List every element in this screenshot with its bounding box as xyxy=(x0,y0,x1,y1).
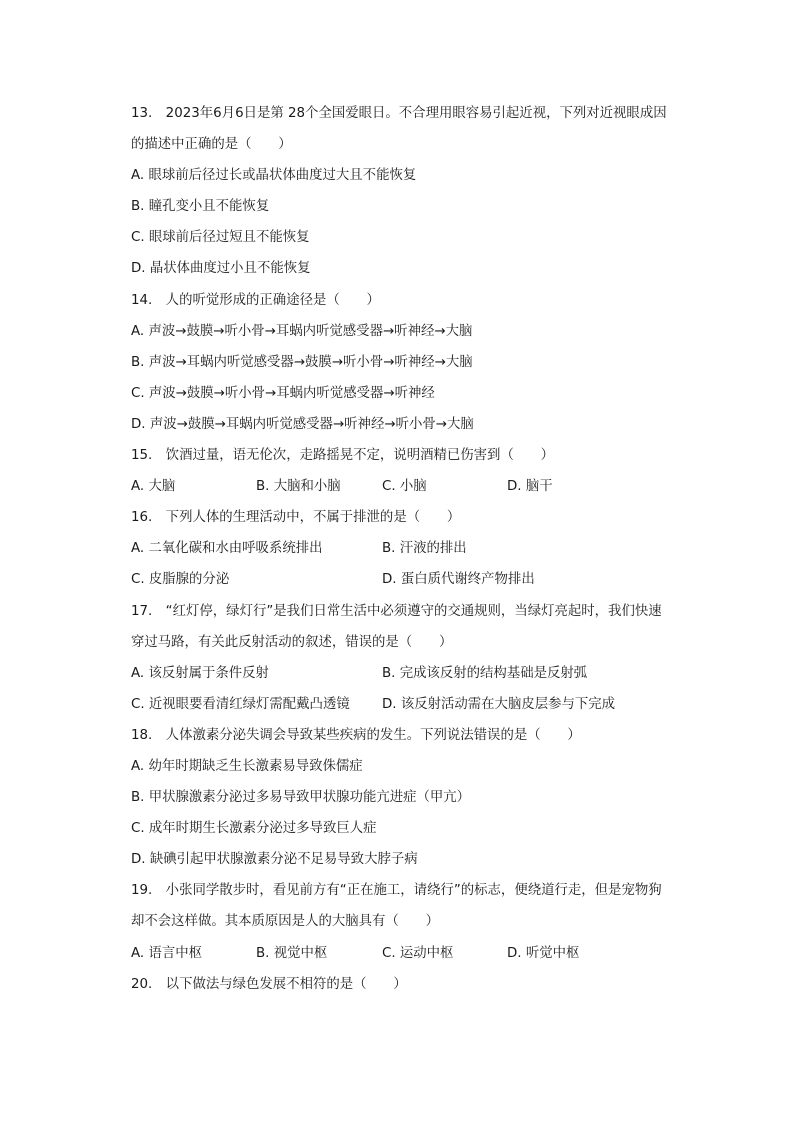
question-15-line-1: 15. 饮酒过量，语无伦次，走路摇晃不定，说明酒精已伤害到（ ） xyxy=(131,448,555,464)
question-16-option-b: B. 汗液的排出 xyxy=(382,541,467,557)
question-20-line-1: 20. 以下做法与绿色发展不相符的是（ ） xyxy=(131,976,407,992)
question-19-line-2: 却不会这样做。其本质原因是人的大脑具有（ ） xyxy=(131,914,439,930)
question-17-options-row-2 xyxy=(131,689,691,720)
question-16-line-1: 16. 下列人体的生理活动中，不属于排泄的是（ ） xyxy=(131,510,461,526)
question-16-options-row-2 xyxy=(131,564,691,595)
question-15-options-row xyxy=(131,471,691,502)
question-19-options-row xyxy=(131,938,691,969)
question-15-option-c: C. 小脑 xyxy=(382,479,427,495)
question-18-option-d: D. 缺碘引起甲状腺激素分泌不足易导致大脖子病 xyxy=(131,852,418,868)
question-18-option-c: C. 成年时期生长激素分泌过多导致巨人症 xyxy=(131,821,377,837)
question-15-option-a: A. 大脑 xyxy=(131,479,176,495)
question-17-option-b: B. 完成该反射的结构基础是反射弧 xyxy=(382,665,588,681)
question-19-option-c: C. 运动中枢 xyxy=(382,945,454,961)
question-13-line-2: 的描述中正确的是（ ） xyxy=(131,137,292,153)
question-19-option-a: A. 语言中枢 xyxy=(131,945,202,961)
question-14-option-b: B. 声波→耳蜗内听觉感受器→鼓膜→听小骨→听神经→大脑 xyxy=(131,354,473,370)
question-14-line-1: 14. 人的听觉形成的正确途径是（ ） xyxy=(131,292,380,308)
question-list xyxy=(131,98,691,1000)
question-13-option-a: A. 眼球前后径过长或晶状体曲度过大且不能恢复 xyxy=(131,168,417,184)
question-17-option-c: C. 近视眼要看清红绿灯需配戴凸透镜 xyxy=(131,696,350,712)
question-15-option-b: B. 大脑和小脑 xyxy=(256,479,341,495)
question-19-line-1: 19. 小张同学散步时，看见前方有“正在施工，请绕行”的标志，便绕道行走，但是宠物狗 xyxy=(131,883,662,899)
question-13-option-d: D. 晶状体曲度过小且不能恢复 xyxy=(131,261,311,277)
question-19-option-b: B. 视觉中枢 xyxy=(256,945,328,961)
question-14-option-a: A. 声波→鼓膜→听小骨→耳蜗内听觉感受器→听神经→大脑 xyxy=(131,323,473,339)
question-17-line-1: 17. “红灯停，绿灯行”是我们日常生活中必须遵守的交通规则，当绿灯亮起时，我们快速 xyxy=(131,603,662,619)
question-13-option-b: B. 瞳孔变小且不能恢复 xyxy=(131,199,270,215)
question-14-option-c: C. 声波→鼓膜→听小骨→耳蜗内听觉感受器→听神经 xyxy=(131,385,435,401)
question-18-line-1: 18. 人体激素分泌失调会导致某些疾病的发生。下列说法错误的是（ ） xyxy=(131,727,581,743)
question-19-option-d: D. 听觉中枢 xyxy=(507,945,580,961)
question-13-option-c: C. 眼球前后径过短且不能恢复 xyxy=(131,230,310,246)
question-17-option-a: A. 该反射属于条件反射 xyxy=(131,665,269,681)
question-18-option-a: A. 幼年时期缺乏生长激素易导致侏儒症 xyxy=(131,758,363,774)
question-18-option-b: B. 甲状腺激素分泌过多易导致甲状腺功能亢进症（甲亢） xyxy=(131,790,471,806)
question-17-options-row-1 xyxy=(131,658,691,689)
question-16-option-c: C. 皮脂腺的分泌 xyxy=(131,572,230,588)
question-17-line-2: 穿过马路，有关此反射活动的叙述，错误的是（ ） xyxy=(131,634,453,650)
question-16-option-a: A. 二氧化碳和水由呼吸系统排出 xyxy=(131,541,323,557)
question-14-option-d: D. 声波→鼓膜→耳蜗内听觉感受器→听神经→听小骨→大脑 xyxy=(131,416,474,432)
question-16-option-d: D. 蛋白质代谢终产物排出 xyxy=(382,572,535,588)
question-17-option-d: D. 该反射活动需在大脑皮层参与下完成 xyxy=(382,696,616,712)
question-15-option-d: D. 脑干 xyxy=(507,479,553,495)
question-16-options-row-1 xyxy=(131,533,691,564)
question-13-line-1: 13. 2023年6月6日是第 28个全国爱眼日。不合理用眼容易引起近视，下列对近视眼成因 xyxy=(131,106,667,121)
